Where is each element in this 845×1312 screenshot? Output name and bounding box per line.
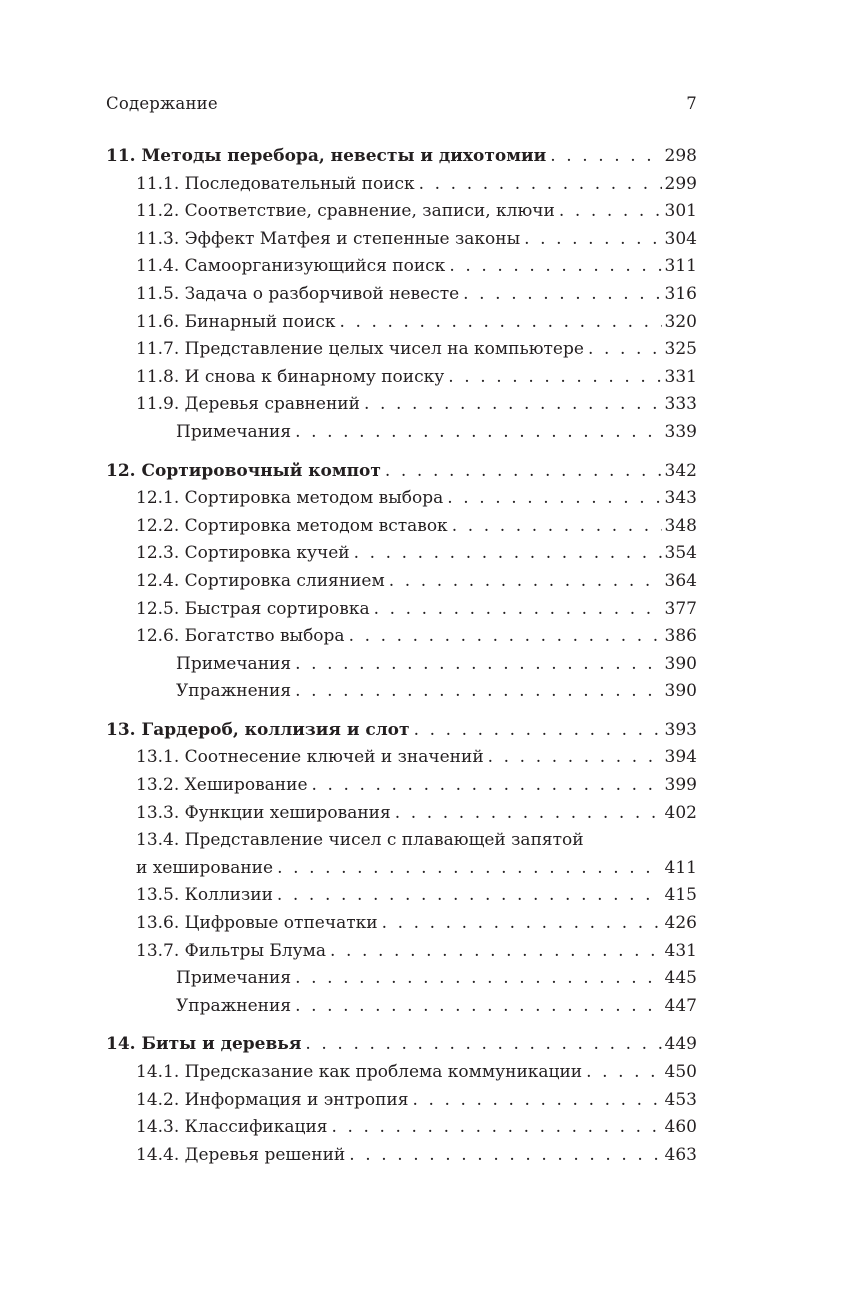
- toc-section-entry-title: 13.3. Функции хеширования: [136, 802, 391, 823]
- toc-notes-entry[interactable]: [106, 419, 697, 447]
- toc-chapter-entry-title: 14. Биты и деревья: [106, 1034, 302, 1055]
- toc-chapter-entry[interactable]: [106, 717, 697, 745]
- toc-section-entry-page-number: 299: [664, 173, 697, 194]
- toc-chapter-entry-page-number: 449: [664, 1034, 697, 1055]
- dot-leader: [295, 651, 661, 679]
- toc-chapter-entry-page-number: 298: [664, 146, 697, 166]
- toc-section-entry-page-number: 394: [664, 747, 697, 768]
- toc-section-entry-page-number: 463: [664, 1144, 697, 1165]
- toc-section-entry-title: 12.1. Сортировка методом выбора: [136, 488, 444, 509]
- dot-leader: [277, 855, 661, 883]
- toc-notes-entry[interactable]: [106, 993, 697, 1021]
- dot-leader: [277, 882, 662, 910]
- toc-chapter-entry-title: 13. Гардероб, коллизия и слот: [106, 719, 410, 740]
- dot-leader: [488, 744, 662, 772]
- toc-section-entry[interactable]: [106, 281, 697, 309]
- dot-leader: [349, 623, 662, 651]
- toc-section-entry-page-number: 333: [664, 394, 697, 415]
- table-of-contents: [106, 143, 697, 1180]
- toc-section-entry[interactable]: [106, 1087, 697, 1115]
- dot-leader: [374, 596, 662, 624]
- toc-section-entry-page-number: 348: [664, 515, 697, 536]
- toc-section-entry-title: 11.4. Самоорганизующийся поиск: [136, 256, 446, 277]
- toc-section-entry-continued-page-number: 411: [664, 857, 697, 878]
- toc-notes-entry-title: Упражнения: [176, 681, 292, 702]
- toc-section-entry[interactable]: [106, 772, 697, 800]
- toc-section-entry[interactable]: [106, 391, 697, 419]
- dot-leader: [524, 226, 661, 254]
- toc-section-entry[interactable]: [106, 910, 697, 938]
- toc-section-entry-title: 11.2. Соответствие, сравнение, записи, ключи: [136, 201, 555, 222]
- toc-section-entry-page-number: 450: [664, 1062, 697, 1082]
- toc-section-entry[interactable]: [106, 827, 697, 855]
- dot-leader: [395, 800, 662, 828]
- toc-section-entry-continued-title: и хеширование: [136, 857, 274, 878]
- toc-notes-entry-page-number: 390: [664, 681, 697, 702]
- toc-section-entry-title: 11.3. Эффект Матфея и степенные законы: [136, 228, 521, 249]
- toc-section-entry-title: 12.6. Богатство выбора: [136, 626, 345, 647]
- dot-leader: [295, 678, 661, 706]
- toc-notes-entry-page-number: 445: [664, 968, 697, 989]
- toc-section-entry-page-number: 301: [664, 201, 697, 222]
- toc-section-entry[interactable]: [106, 568, 697, 596]
- toc-notes-entry-title: Примечания: [176, 421, 292, 442]
- toc-section-entry-title: 11.5. Задача о разборчивой невесте: [136, 283, 460, 304]
- dot-leader: [305, 1031, 661, 1059]
- toc-section-entry-title: 12.5. Быстрая сортировка: [136, 598, 370, 619]
- dot-leader: [559, 198, 662, 226]
- dot-leader: [389, 568, 662, 596]
- dot-leader: [385, 458, 662, 486]
- toc-section-entry-title: 13.7. Фильтры Блума: [136, 940, 327, 961]
- toc-section-entry-page-number: 431: [664, 940, 697, 961]
- toc-section-entry-title: 14.2. Информация и энтропия: [136, 1089, 409, 1110]
- toc-notes-entry[interactable]: [106, 678, 697, 706]
- toc-section-entry-page-number: 415: [664, 885, 697, 906]
- toc-section-entry-title: 13.5. Коллизии: [136, 885, 273, 906]
- toc-chapter-entry-page-number: 342: [664, 460, 697, 481]
- running-head-title: Содержание: [106, 94, 218, 113]
- dot-leader: [354, 540, 662, 568]
- toc-section-entry[interactable]: [106, 309, 697, 337]
- toc-section-entry-page-number: 343: [664, 488, 697, 509]
- dot-leader: [295, 965, 661, 993]
- toc-chapter-entry[interactable]: [106, 1031, 697, 1059]
- toc-section-entry[interactable]: [106, 253, 697, 281]
- dot-leader: [332, 1114, 662, 1142]
- dot-leader: [295, 993, 661, 1021]
- toc-notes-entry[interactable]: [106, 651, 697, 679]
- dot-leader: [463, 281, 661, 309]
- toc-chapter-entry-title: 11. Методы перебора, невесты и дихотомии: [106, 146, 547, 166]
- toc-section-entry-title: 14.4. Деревья решений: [136, 1144, 346, 1165]
- running-head: [106, 94, 697, 113]
- dot-leader: [419, 171, 662, 199]
- dot-leader: [412, 1087, 661, 1115]
- toc-notes-entry-page-number: 339: [664, 421, 697, 442]
- toc-section-entry-page-number: 331: [664, 366, 697, 387]
- toc-chapter-entry-title: 12. Сортировочный компот: [106, 460, 381, 481]
- toc-section-entry[interactable]: [106, 744, 697, 772]
- dot-leader: [452, 513, 662, 541]
- dot-leader: [588, 336, 662, 364]
- toc-section-entry-page-number: 426: [664, 913, 697, 934]
- dot-leader: [295, 419, 661, 447]
- toc-section-entry[interactable]: [106, 198, 697, 226]
- toc-section-entry-page-number: 311: [664, 256, 697, 277]
- toc-section-entry[interactable]: [106, 336, 697, 364]
- toc-notes-entry-title: Примечания: [176, 653, 292, 674]
- toc-chapter-block: [106, 458, 697, 706]
- toc-section-entry-title: 12.2. Сортировка методом вставок: [136, 515, 448, 536]
- toc-section-entry[interactable]: [106, 540, 697, 568]
- toc-section-entry-title: 11.1. Последовательный поиск: [136, 173, 415, 194]
- toc-section-entry[interactable]: [106, 171, 697, 199]
- toc-section-entry-page-number: 453: [664, 1089, 697, 1110]
- toc-notes-entry-page-number: 447: [664, 995, 697, 1016]
- toc-section-entry-page-number: 460: [664, 1117, 697, 1138]
- dot-leader: [339, 309, 661, 337]
- toc-section-entry[interactable]: [106, 623, 697, 651]
- toc-section-entry[interactable]: [106, 882, 697, 910]
- toc-section-entry-title: 12.3. Сортировка кучей: [136, 543, 350, 564]
- toc-section-entry[interactable]: [106, 485, 697, 513]
- dot-leader: [447, 485, 661, 513]
- toc-chapter-block: [106, 143, 697, 447]
- toc-section-entry-title: 11.8. И снова к бинарному поиску: [136, 366, 445, 387]
- dot-leader: [586, 1059, 661, 1087]
- toc-chapter-entry[interactable]: [106, 143, 697, 171]
- dot-leader: [349, 1142, 661, 1170]
- toc-section-entry[interactable]: [106, 596, 697, 624]
- toc-section-entry[interactable]: [106, 1059, 697, 1087]
- dot-leader: [449, 253, 661, 281]
- folio-page-number: 7: [686, 94, 697, 113]
- toc-section-entry-title: 13.1. Соотнесение ключей и значений: [136, 747, 484, 768]
- toc-section-entry-title: 13.6. Цифровые отпечатки: [136, 913, 378, 934]
- toc-section-entry-title: 13.4. Представление чисел с плавающей запятой: [136, 830, 584, 851]
- toc-section-entry-page-number: 354: [664, 543, 697, 564]
- dot-leader: [414, 717, 662, 745]
- toc-section-entry-title: 14.3. Классификация: [136, 1117, 328, 1138]
- toc-section-entry-title: 13.2. Хеширование: [136, 775, 308, 796]
- toc-section-entry-title: 11.7. Представление целых чисел на компьютере: [136, 339, 584, 360]
- toc-section-entry-page-number: 304: [664, 228, 697, 249]
- toc-section-entry-page-number: 386: [664, 626, 697, 647]
- toc-section-entry-continued[interactable]: [106, 855, 697, 883]
- dot-leader: [312, 772, 662, 800]
- toc-section-entry[interactable]: [106, 513, 697, 541]
- toc-section-entry[interactable]: [106, 226, 697, 254]
- toc-chapter-entry-page-number: 393: [664, 719, 697, 740]
- toc-section-entry-page-number: 377: [664, 598, 697, 619]
- toc-chapter-block: [106, 717, 697, 1021]
- toc-section-entry-page-number: 364: [664, 570, 697, 591]
- dot-leader: [330, 938, 662, 966]
- dot-leader: [448, 364, 661, 392]
- toc-section-entry[interactable]: [106, 1142, 697, 1170]
- toc-section-entry[interactable]: [106, 938, 697, 966]
- toc-section-entry-title: 14.1. Предсказание как проблема коммуникации: [136, 1062, 583, 1082]
- toc-notes-entry[interactable]: [106, 965, 697, 993]
- toc-section-entry-page-number: 325: [664, 339, 697, 360]
- dot-leader: [550, 143, 661, 171]
- toc-section-entry[interactable]: [106, 1114, 697, 1142]
- toc-chapter-entry[interactable]: [106, 458, 697, 486]
- toc-chapter-block: [106, 1031, 697, 1169]
- toc-notes-entry-title: Упражнения: [176, 995, 292, 1016]
- toc-section-entry-title: 11.9. Деревья сравнений: [136, 394, 360, 415]
- dot-leader: [382, 910, 662, 938]
- toc-section-entry-page-number: 402: [664, 802, 697, 823]
- toc-section-entry[interactable]: [106, 364, 697, 392]
- toc-notes-entry-title: Примечания: [176, 968, 292, 989]
- toc-section-entry-page-number: 316: [664, 283, 697, 304]
- toc-section-entry-page-number: 399: [664, 775, 697, 796]
- toc-section-entry-title: 12.4. Сортировка слиянием: [136, 570, 385, 591]
- toc-section-entry-title: 11.6. Бинарный поиск: [136, 311, 336, 332]
- dot-leader: [364, 391, 662, 419]
- toc-section-entry[interactable]: [106, 800, 697, 828]
- toc-section-entry-page-number: 320: [664, 311, 697, 332]
- toc-notes-entry-page-number: 390: [664, 653, 697, 674]
